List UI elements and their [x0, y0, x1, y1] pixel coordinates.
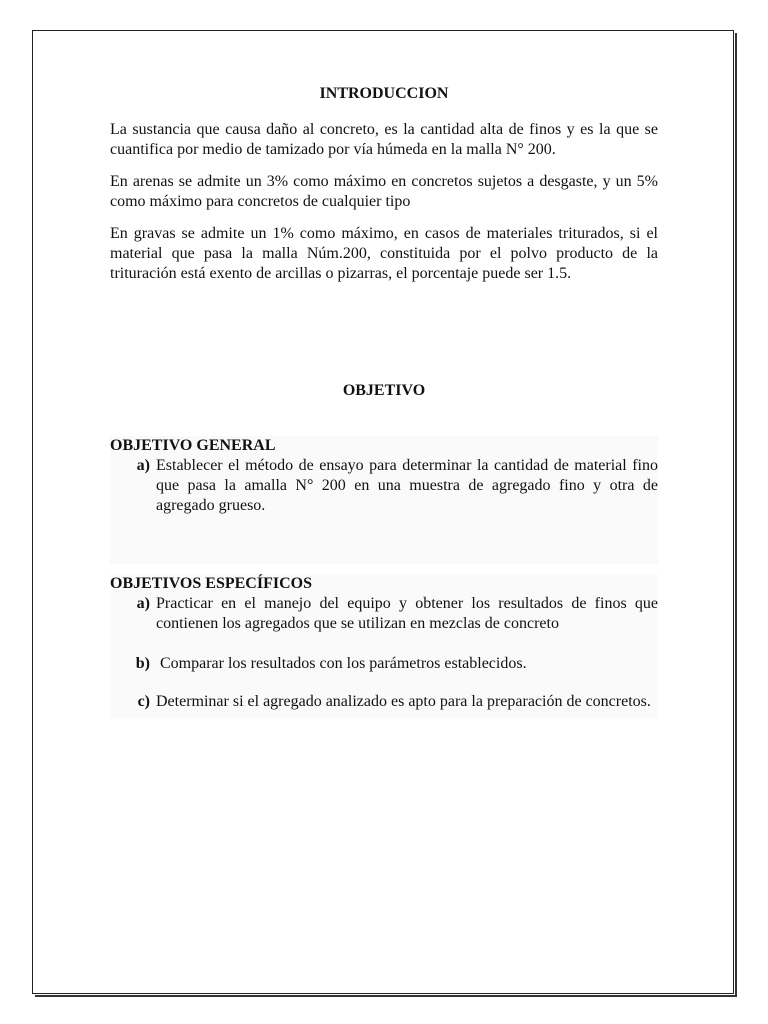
list-marker: c)	[137, 693, 150, 710]
list-item	[110, 594, 658, 634]
list-item-text: Practicar en el manejo del equipo y obtener los resultados de finos que contienen los agregados que se utilizan en mezclas de concreto	[156, 595, 658, 632]
document-body	[110, 84, 658, 718]
list-item	[110, 654, 658, 674]
list-item-text: Comparar los resultados con los parámetros establecidos.	[160, 655, 527, 672]
objetivo-general-section	[110, 436, 658, 564]
objetivos-especificos-section	[110, 574, 658, 718]
list-item-text: Determinar si el agregado analizado es apto para la preparación de concretos.	[156, 693, 651, 710]
list-marker: b)	[135, 655, 150, 672]
list-item	[110, 456, 658, 516]
intro-paragraph-2: En arenas se admite un 3% como máximo en concretos sujetos a desgaste, y un 5% como máximo para concretos de cualquier tipo	[110, 173, 658, 210]
list-marker: a)	[136, 457, 150, 474]
intro-paragraph-3: En gravas se admite un 1% como máximo, en casos de materiales triturados, si el material que pasa la malla Núm.200, constituida por el polvo producto de la trituración está exento de arcillas o pizarras, el porcentaje puede ser 1.5.	[110, 225, 658, 282]
objetivo-title: OBJETIVO	[342, 382, 426, 399]
objetivo-general-heading: OBJETIVO GENERAL	[110, 437, 276, 454]
intro-paragraph-1: La sustancia que causa daño al concreto, es la cantidad alta de finos y es la que se cuantifica por medio de tamizado por vía húmeda en la malla N° 200.	[110, 121, 658, 158]
list-marker: a)	[136, 595, 150, 612]
introduccion-title: INTRODUCCION	[319, 85, 449, 102]
objetivos-especificos-heading: OBJETIVOS ESPECÍFICOS	[110, 575, 312, 592]
list-item	[110, 692, 658, 712]
list-item-text: Establecer el método de ensayo para determinar la cantidad de material fino que pasa la amalla N° 200 en una muestra de agregado fino y otra de agregado grueso.	[156, 457, 658, 514]
